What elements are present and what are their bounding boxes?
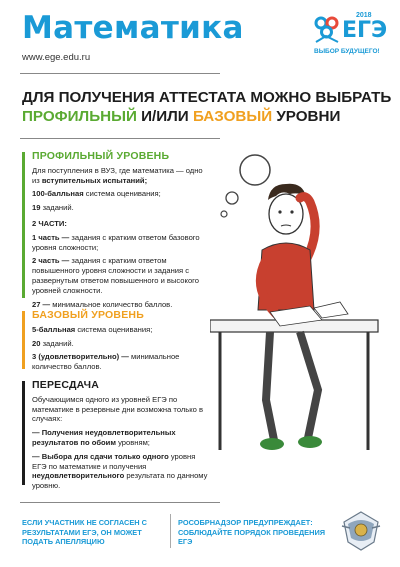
profile-accent-bar: [22, 152, 25, 298]
logo-slogan: ВЫБОР БУДУЩЕГО!: [314, 48, 380, 55]
headline-divider: [20, 138, 220, 139]
headline: [22, 88, 391, 126]
ege-logo: [308, 10, 390, 62]
rosobrnadzor-emblem-icon: [338, 508, 384, 554]
profile-min-score: 27 — минимальное количество баллов.: [32, 299, 173, 309]
logo-name: ЕГЭ: [342, 18, 388, 43]
page-title: Математика: [22, 10, 244, 46]
retake-intro: Обучающимся одного из уровней ЕГЭ по математике в резервные дни возможна только в случаях:: [32, 394, 204, 424]
profile-parts-title: 2 ЧАСТИ:: [32, 218, 67, 228]
profile-tasks: 19 заданий.: [32, 203, 74, 213]
footer-warning: РОСОБРНАДЗОР ПРЕДУПРЕЖДАЕТ: СОБЛЮДАЙТЕ ПОРЯДОК ПРОВЕДЕНИЯ ЕГЭ: [178, 518, 326, 547]
base-accent-bar: [22, 311, 25, 369]
thought-bubble-large: [240, 155, 270, 185]
thought-bubble-small: [221, 211, 227, 217]
retake-section: [32, 381, 210, 495]
base-min-score: 3 (удовлетворительно) — минимальное количество баллов.: [32, 352, 180, 372]
profile-title: ПРОФИЛЬНЫЙ УРОВЕНЬ: [32, 150, 170, 162]
student-leg-right: [300, 332, 318, 438]
headline-and-or: И/ИЛИ: [136, 108, 193, 125]
headline-line1: ДЛЯ ПОЛУЧЕНИЯ АТТЕСТАТА МОЖНО ВЫБРАТЬ: [22, 89, 392, 106]
profile-scale: 100-балльная система оценивания;: [32, 189, 161, 199]
logo-year: 2018: [356, 12, 372, 19]
base-title: БАЗОВЫЙ УРОВЕНЬ: [32, 309, 144, 321]
student-illustration: [210, 150, 390, 470]
profile-part2: 2 часть — задания с кратким ответом повышенного уровня сложности и задания с развернутым ответом повышенного и высокого уровней сложности.: [32, 256, 199, 295]
student-shoe-left: [260, 438, 284, 450]
profile-section: [32, 152, 212, 313]
footer-separator: [170, 514, 171, 548]
profile-part1: 1 часть — задания с кратким ответом базового уровня сложности;: [32, 232, 200, 252]
headline-profile-word: ПРОФИЛЬНЫЙ: [22, 108, 137, 125]
profile-purpose: Для поступления в ВУЗ, где математика — одно из вступительных испытаний;: [32, 165, 203, 185]
retake-accent-bar: [22, 381, 25, 485]
student-shoe-right: [298, 436, 322, 448]
headline-levels: УРОВНИ: [272, 108, 341, 125]
footer-divider: [20, 502, 220, 503]
retake-title: ПЕРЕСДАЧА: [32, 379, 100, 391]
ege-logo-icon: [312, 14, 344, 46]
base-tasks: 20 заданий.: [32, 338, 74, 348]
footer-appeal-notice: ЕСЛИ УЧАСТНИК НЕ СОГЛАСЕН С РЕЗУЛЬТАТАМИ ЕГЭ, ОН МОЖЕТ ПОДАТЬ АПЕЛЛЯЦИЮ: [22, 518, 148, 547]
retake-item1: — Получения неудовлетворительных результатов по обоим уровням;: [32, 428, 176, 447]
header-divider: [20, 73, 220, 74]
base-section: [32, 311, 212, 376]
thought-bubble-medium: [226, 192, 238, 204]
retake-item2: — Выбора для сдачи только одного уровня ЕГЭ по математике и получения неудовлетворительного результата по данному уровню.: [32, 451, 208, 491]
site-url[interactable]: www.ege.edu.ru: [22, 52, 91, 63]
base-scale: 5-балльная система оценивания;: [32, 324, 153, 334]
headline-base-word: БАЗОВЫЙ: [192, 108, 273, 125]
student-leg-left: [266, 332, 274, 440]
